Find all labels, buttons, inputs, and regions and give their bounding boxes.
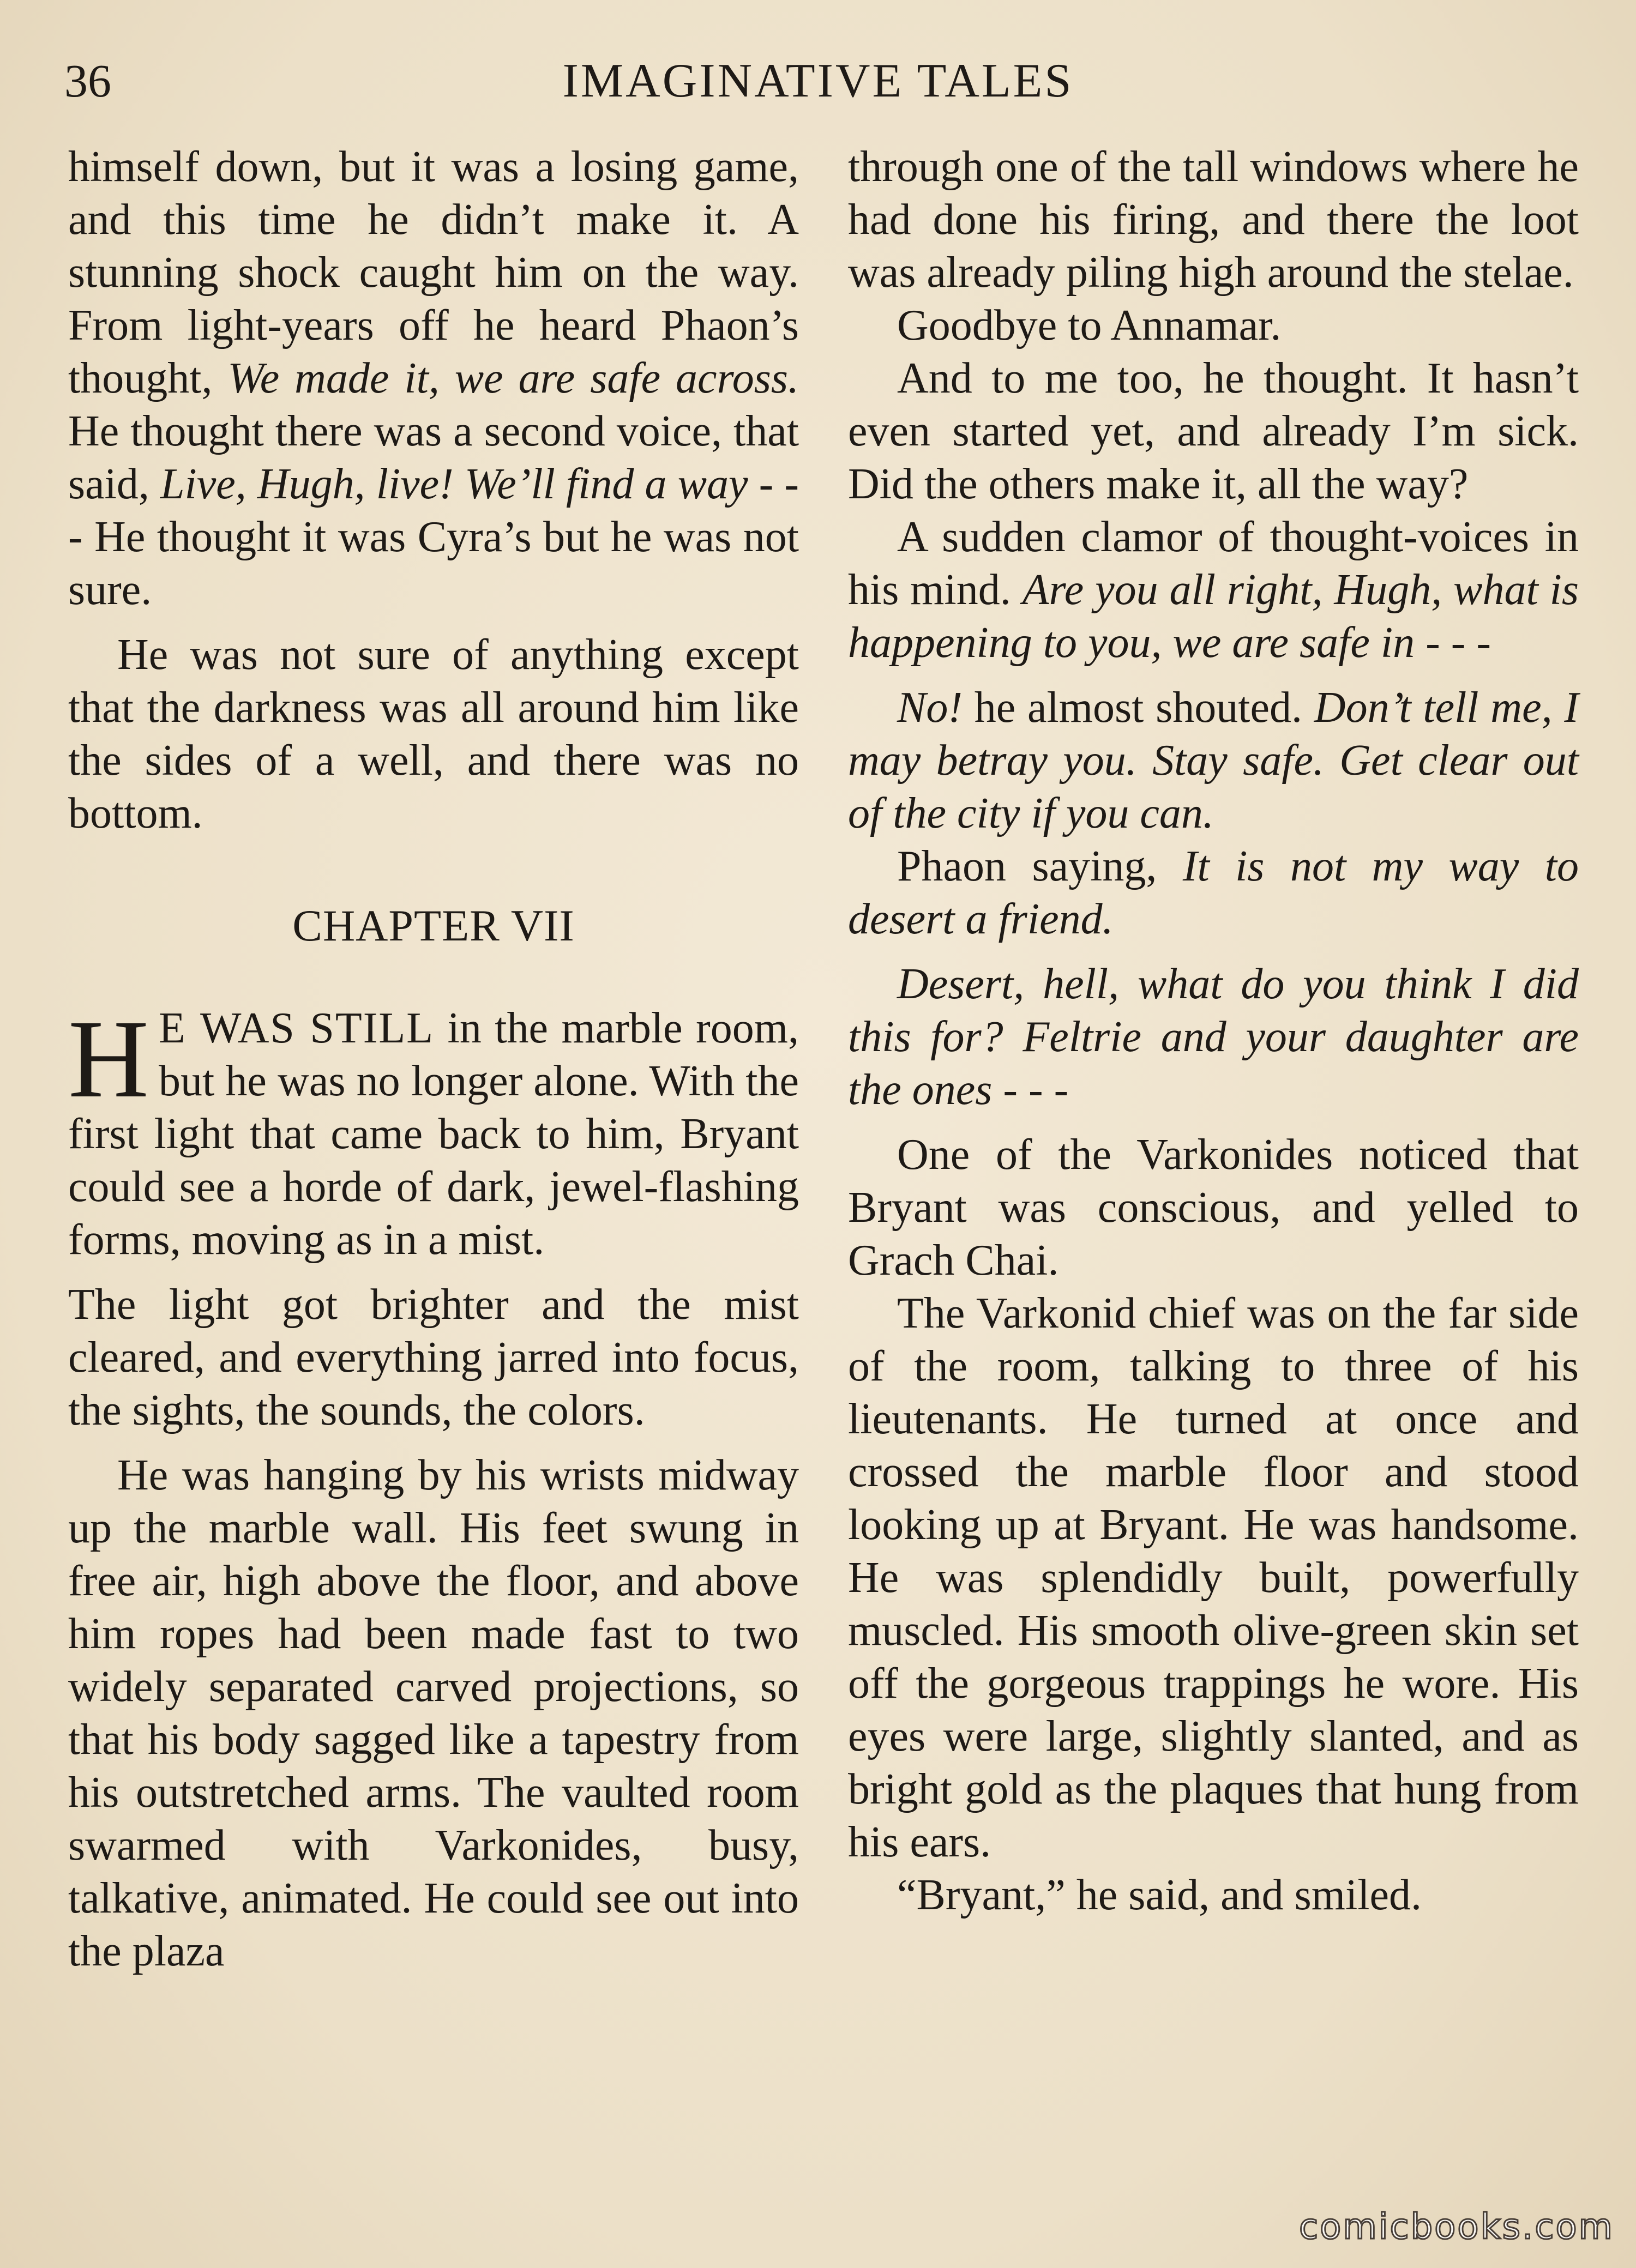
paragraph: Desert, hell, what do you think I did this for? Feltrie and your daughter are the ones - - -	[848, 960, 1579, 1114]
paragraph: Goodbye to Annamar.	[897, 301, 1282, 349]
paragraph: He was not sure of anything except that the darkness was all around him like the sides of a well, and there was no bottom.	[68, 631, 799, 837]
chapter-heading: CHAPTER VII	[292, 901, 575, 950]
paragraph: through one of the tall windows where he had done his firing, and there the loot was already piling high around the stelae.	[848, 143, 1579, 297]
right-column	[848, 141, 1579, 1922]
paragraph: A sudden clamor of thought-voices in his mind. Are you all right, Hugh, what is happening to you, we are safe in - - -	[848, 513, 1579, 667]
paragraph: The Varkonid chief was on the far side of the room, talking to three of his lieutenants. He turned at once and crossed the marble floor and stood looking up at Bryant. He was handsome. He was splendidly built, powerfully muscled. His smooth olive-green skin set off the gorgeous trappings he wore. His eyes were large, slightly slanted, and as bright gold as the plaques that hung from his ears.	[848, 1289, 1579, 1866]
running-title: IMAGINATIVE TALES	[562, 55, 1074, 107]
paragraph: He was hanging by his wrists midway up the marble wall. His feet swung in free air, high above the floor, and above him ropes had been made fast to two widely separated carved projections, so that his body sagged like a tapestry from his outstretched arms. The vaulted room swarmed with Varkonides, busy, talkative, animated. He could see out into the plaza	[68, 1451, 799, 1975]
paragraph: One of the Varkonides noticed that Bryant was conscious, and yelled to Grach Chai.	[848, 1131, 1579, 1284]
watermark: comicbooks.com	[1298, 2207, 1614, 2247]
left-column	[68, 141, 799, 1978]
paragraph: himself down, but it was a losing game, and this time he didn’t make it. A stunning shock caught him on the way. From light-years off he heard Phaon’s thought, We made it, we are safe across. He thought there was a second voice, that said, Live, Hugh, live! We’ll find a way - - - He thought it was Cyra’s but he was not sure.	[68, 143, 799, 614]
paragraph: The light got brighter and the mist cleared, and everything jarred into focus, the sights, the sounds, the colors.	[68, 1281, 799, 1434]
page-number: 36	[64, 55, 111, 107]
paragraph: “Bryant,” he said, and smiled.	[897, 1871, 1422, 1919]
chapter-opening-paragraph: H E WAS STILL in the marble room, but he was no longer alone. With the first light that came back to him, Bryant could see a horde of dark, jewel-flashing forms, moving as in a mist.	[68, 997, 799, 1264]
drop-cap: H	[68, 997, 149, 1121]
paragraph: Phaon saying, It is not my way to desert a friend.	[848, 842, 1579, 943]
paragraph: No! he almost shouted. Don’t tell me, I may betray you. Stay safe. Get clear out of the city if you can.	[848, 684, 1579, 837]
paragraph: And to me too, he thought. It hasn’t even started yet, and already I’m sick. Did the others make it, all the way?	[848, 354, 1579, 508]
